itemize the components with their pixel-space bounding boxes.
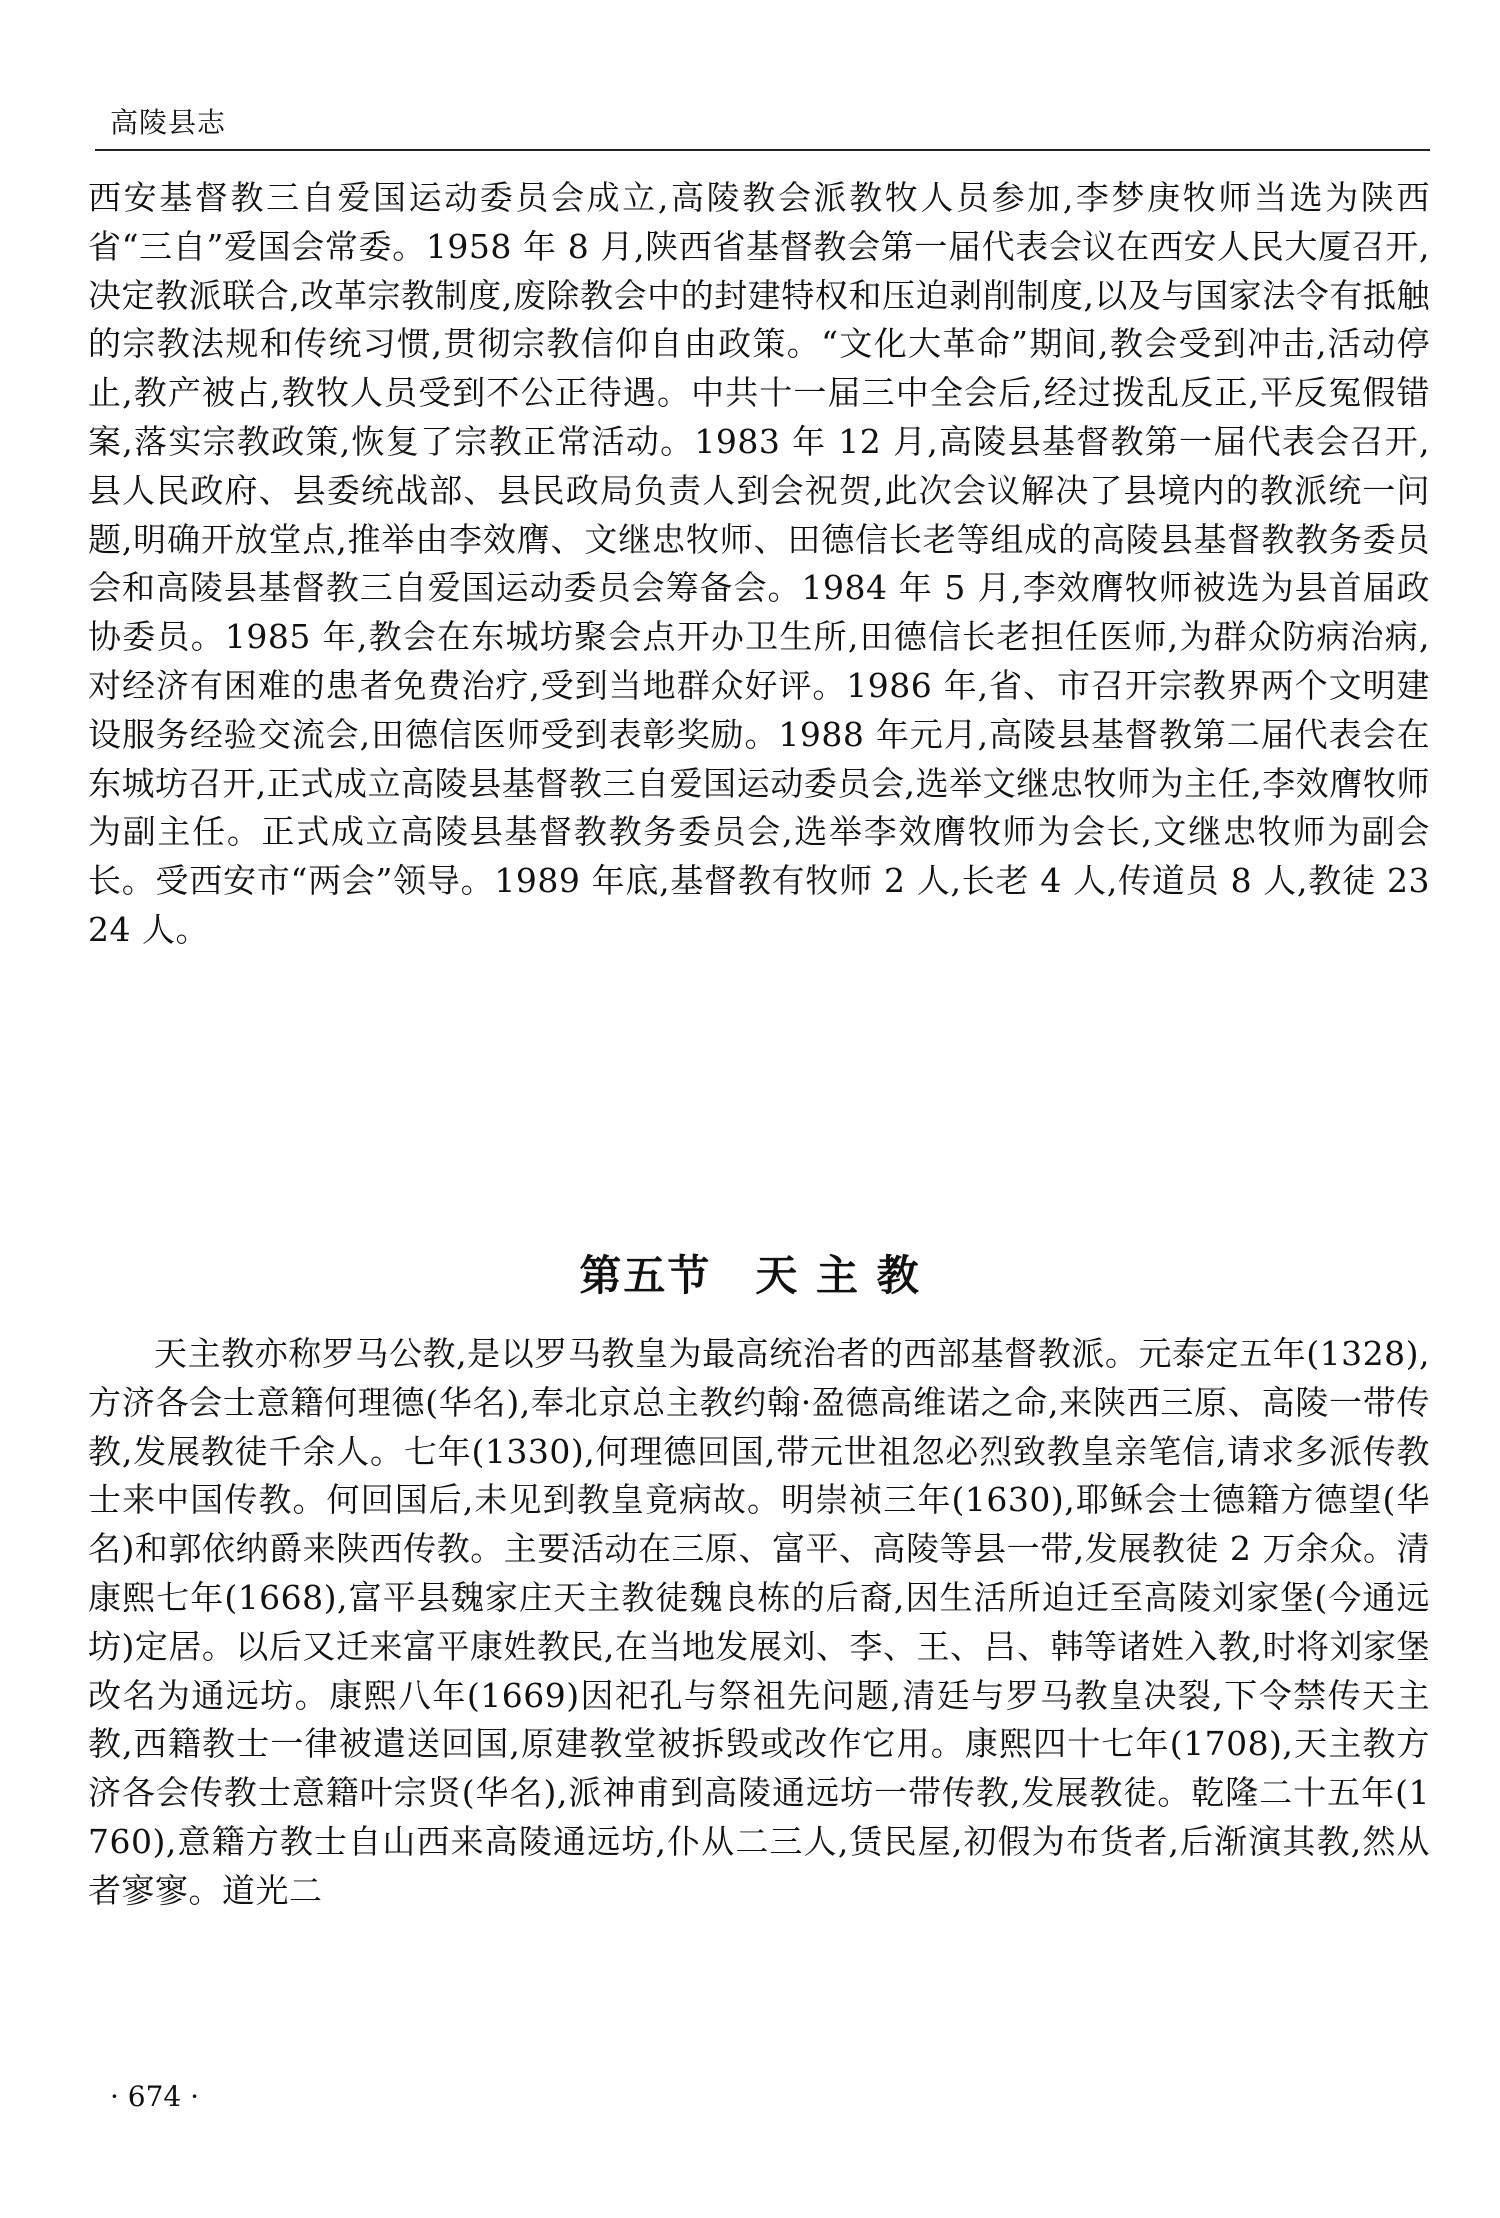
section-title: 第五节 天 主 教 bbox=[579, 1251, 921, 1300]
paragraph-protestant-continued: 西安基督教三自爱国运动委员会成立,高陵教会派教牧人员参加,李梦庚牧师当选为陕西省“三自”爱国会常委。1958 年 8 月,陕西省基督教会第一届代表会议在西安人民大厦召开,决定教派联合,改革宗教制度,废除教会中的封建特权和压迫剥削制度,以及与国家法令有抵触的宗教法规和传统习惯,贯彻宗教信仰自由政策。“文化大革命”期间,教会受到冲击,活动停止,教产被占,教牧人员受到不公正待遇。中共十一届三中全会后,经过拨乱反正,平反冤假错案,落实宗教政策,恢复了宗教正常活动。1983 年 12 月,高陵县基督教第一届代表会召开,县人民政府、县委统战部、县民政局负责人到会祝贺,此次会议解决了县境内的教派统一问题,明确开放堂点,推举由李效膺、文继忠牧师、田德信长老等组成的高陵县基督教教务委员会和高陵县基督教三自爱国运动委员会筹备会。1984 年 5 月,李效膺牧师被选为县首届政协委员。1985 年,教会在东城坊聚会点开办卫生所,田德信长老担任医师,为群众防病治病,对经济有困难的患者免费治疗,受到当地群众好评。1986 年,省、市召开宗教界两个文明建设服务经验交流会,田德信医师受到表彰奖励。1988 年元月,高陵县基督教第二届代表会在东城坊召开,正式成立高陵县基督教三自爱国运动委员会,选举文继忠牧师为主任,李效膺牧师为副主任。正式成立高陵县基督教教务委员会,选举李效膺牧师为会长,文继忠牧师为副会长。受西安市“两会”领导。1989 年底,基督教有牧师 2 人,长老 4 人,传道员 8 人,教徒 2324 人。 bbox=[88, 178, 1430, 949]
continued-text-block bbox=[88, 174, 1430, 955]
catholic-text-block bbox=[88, 1330, 1430, 1916]
paragraph-catholic: 天主教亦称罗马公教,是以罗马教皇为最高统治者的西部基督教派。元泰定五年(1328),方济各会士意籍何理德(华名),奉北京总主教约翰·盈德高维诺之命,来陕西三原、高陵一带传教,发展教徒千余人。七年(1330),何理德回国,带元世祖忽必烈致教皇亲笔信,请求多派传教士来中国传教。何回国后,未见到教皇竟病故。明崇祯三年(1630),耶稣会士德籍方德望(华名)和郭依纳爵来陕西传教。主要活动在三原、富平、高陵等县一带,发展教徒 2 万余众。清康熙七年(1668),富平县魏家庄天主教徒魏良栋的后裔,因生活所迫迁至高陵刘家堡(今通远坊)定居。以后又迁来富平康姓教民,在当地发展刘、李、王、吕、韩等诸姓入教,时将刘家堡改名为通远坊。康熙八年(1669)因祀孔与祭祖先问题,清廷与罗马教皇决裂,下令禁传天主教,西籍教士一律被遣送回国,原建教堂被拆毁或改作它用。康熙四十七年(1708),天主教方济各会传教士意籍叶宗贤(华名),派神甫到高陵通远坊一带传教,发展教徒。乾隆二十五年(1760),意籍方教士自山西来高陵通远坊,仆从二三人,赁民屋,初假为布货者,后渐演其教,然从者寥寥。道光二 bbox=[88, 1334, 1430, 1910]
header-rule bbox=[95, 149, 1430, 151]
page-number: · 674 · bbox=[110, 2080, 200, 2113]
running-header: 高陵县志 bbox=[110, 106, 227, 139]
